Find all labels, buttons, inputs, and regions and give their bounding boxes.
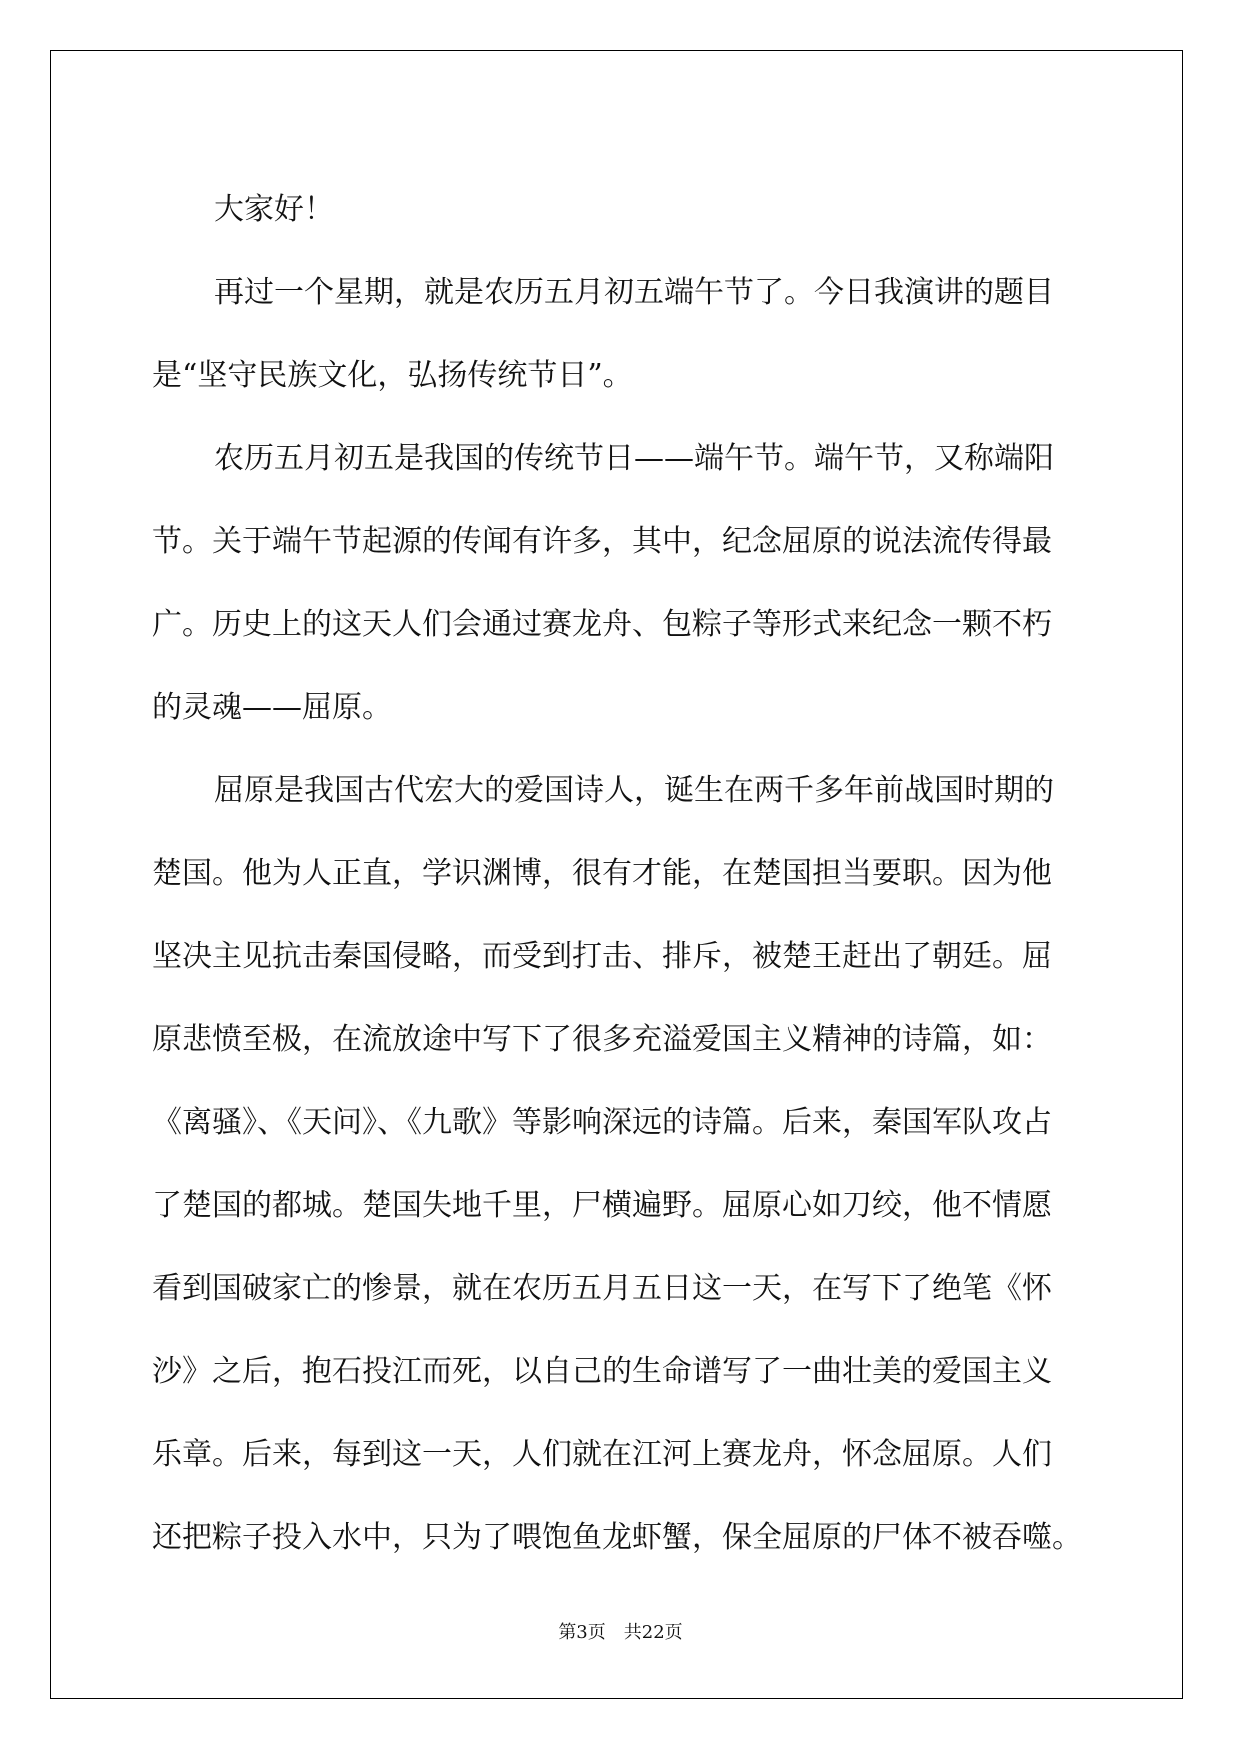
text-line: 了楚国的都城。楚国失地千里，尸横遍野。屈原心如刀绞，他不情愿 xyxy=(152,1188,1052,1223)
text-line: 《离骚》、《天问》、《九歌》等影响深远的诗篇。后来，秦国军队攻占 xyxy=(152,1105,1052,1140)
text-line: 沙》之后，抱石投江而死，以自己的生命谱写了一曲壮美的爱国主义 xyxy=(152,1354,1052,1389)
text-line: 看到国破家亡的惨景，就在农历五月五日这一天，在写下了绝笔《怀 xyxy=(152,1271,1052,1306)
text-line: 楚国。他为人正直，学识渊博，很有才能，在楚国担当要职。因为他 xyxy=(152,856,1052,891)
document-body xyxy=(152,168,1087,1579)
text-line: 大家好！ xyxy=(214,192,334,227)
text-line: 原悲愤至极，在流放途中写下了很多充溢爱国主义精神的诗篇，如： xyxy=(152,1022,1052,1057)
text-line: 乐章。后来，每到这一天，人们就在江河上赛龙舟，怀念屈原。人们 xyxy=(152,1437,1052,1472)
text-line: 的灵魂——屈原。 xyxy=(152,690,392,725)
text-line: 广。历史上的这天人们会通过赛龙舟、包粽子等形式来纪念一颗不朽 xyxy=(152,607,1052,642)
text-line: 是“坚守民族文化，弘扬传统节日”。 xyxy=(152,358,633,393)
text-line: 还把粽子投入水中，只为了喂饱鱼龙虾蟹，保全屈原的尸体不被吞噬。 xyxy=(152,1520,1082,1555)
page-number: 第3页 共22页 xyxy=(558,1622,683,1643)
page-footer xyxy=(0,1618,1241,1644)
text-line: 坚决主见抗击秦国侵略，而受到打击、排斥，被楚王赶出了朝廷。屈 xyxy=(152,939,1052,974)
text-line: 再过一个星期，就是农历五月初五端午节了。今日我演讲的题目 xyxy=(214,275,1054,310)
text-line: 屈原是我国古代宏大的爱国诗人，诞生在两千多年前战国时期的 xyxy=(214,773,1054,808)
text-line: 节。关于端午节起源的传闻有许多，其中，纪念屈原的说法流传得最 xyxy=(152,524,1052,559)
text-line: 农历五月初五是我国的传统节日——端午节。端午节，又称端阳 xyxy=(214,441,1054,476)
